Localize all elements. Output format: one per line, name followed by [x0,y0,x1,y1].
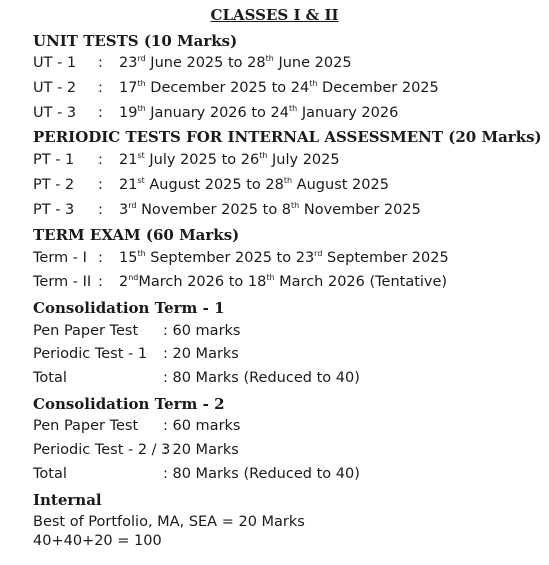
internal-heading: Internal [33,491,102,509]
c1-periodic-value: : 20 Marks [163,346,239,362]
ut-2-dates: 17th December 2025 to 24th December 2025 [119,79,439,96]
term-2-colon: : [98,274,103,290]
pt-2-dates: 21st August 2025 to 28th August 2025 [119,176,389,193]
c2-pen-paper-value: : 60 marks [163,418,241,434]
pt-3-dates: 3rd November 2025 to 8th November 2025 [119,201,421,218]
c1-pen-paper-label: Pen Paper Test [33,323,139,339]
c2-pen-paper-label: Pen Paper Test [33,418,139,434]
c2-periodic-label: Periodic Test - 2 / 3 [33,442,171,458]
pt-2-colon: : [98,177,103,193]
term-1-label: Term - I [33,250,87,266]
term-1-colon: : [98,250,103,266]
ut-3-colon: : [98,105,103,121]
c2-total-label: Total [33,466,67,482]
ut-2-colon: : [98,80,103,96]
page-title: CLASSES I & II [210,6,339,24]
pt-3-label: PT - 3 [33,202,75,218]
consolidation-2-heading: Consolidation Term - 2 [33,395,225,413]
term-2-dates: 2ndMarch 2026 to 18th March 2026 (Tentative) [119,273,448,290]
ut-1-dates: 23rd June 2025 to 28th June 2025 [119,54,352,71]
unit-tests-heading: UNIT TESTS (10 Marks) [33,32,238,50]
ut-2-label: UT - 2 [33,80,77,96]
pt-3-colon: : [98,202,103,218]
pt-1-dates: 21st July 2025 to 26th July 2025 [119,151,340,168]
c1-total-label: Total [33,370,67,386]
ut-3-dates: 19th January 2026 to 24th January 2026 [119,104,399,121]
ut-3-label: UT - 3 [33,105,77,121]
c1-pen-paper-value: : 60 marks [163,323,241,339]
ut-1-label: UT - 1 [33,55,77,71]
ut-1-colon: : [98,55,103,71]
internal-line-2: 40+40+20 = 100 [33,533,162,549]
pt-1-colon: : [98,152,103,168]
term-exam-heading: TERM EXAM (60 Marks) [33,226,240,244]
c1-periodic-label: Periodic Test - 1 [33,346,148,362]
internal-line-1: Best of Portfolio, MA, SEA = 20 Marks [33,514,305,530]
pt-1-label: PT - 1 [33,152,75,168]
consolidation-1-heading: Consolidation Term - 1 [33,299,225,317]
c2-periodic-value: : 20 Marks [163,442,239,458]
pt-2-label: PT - 2 [33,177,75,193]
term-2-label: Term - II [33,274,92,290]
c2-total-value: : 80 Marks (Reduced to 40) [163,466,360,482]
c1-total-value: : 80 Marks (Reduced to 40) [163,370,360,386]
term-1-dates: 15th September 2025 to 23rd September 2025 [119,249,449,266]
periodic-tests-heading: PERIODIC TESTS FOR INTERNAL ASSESSMENT (20 Marks) [33,128,542,146]
